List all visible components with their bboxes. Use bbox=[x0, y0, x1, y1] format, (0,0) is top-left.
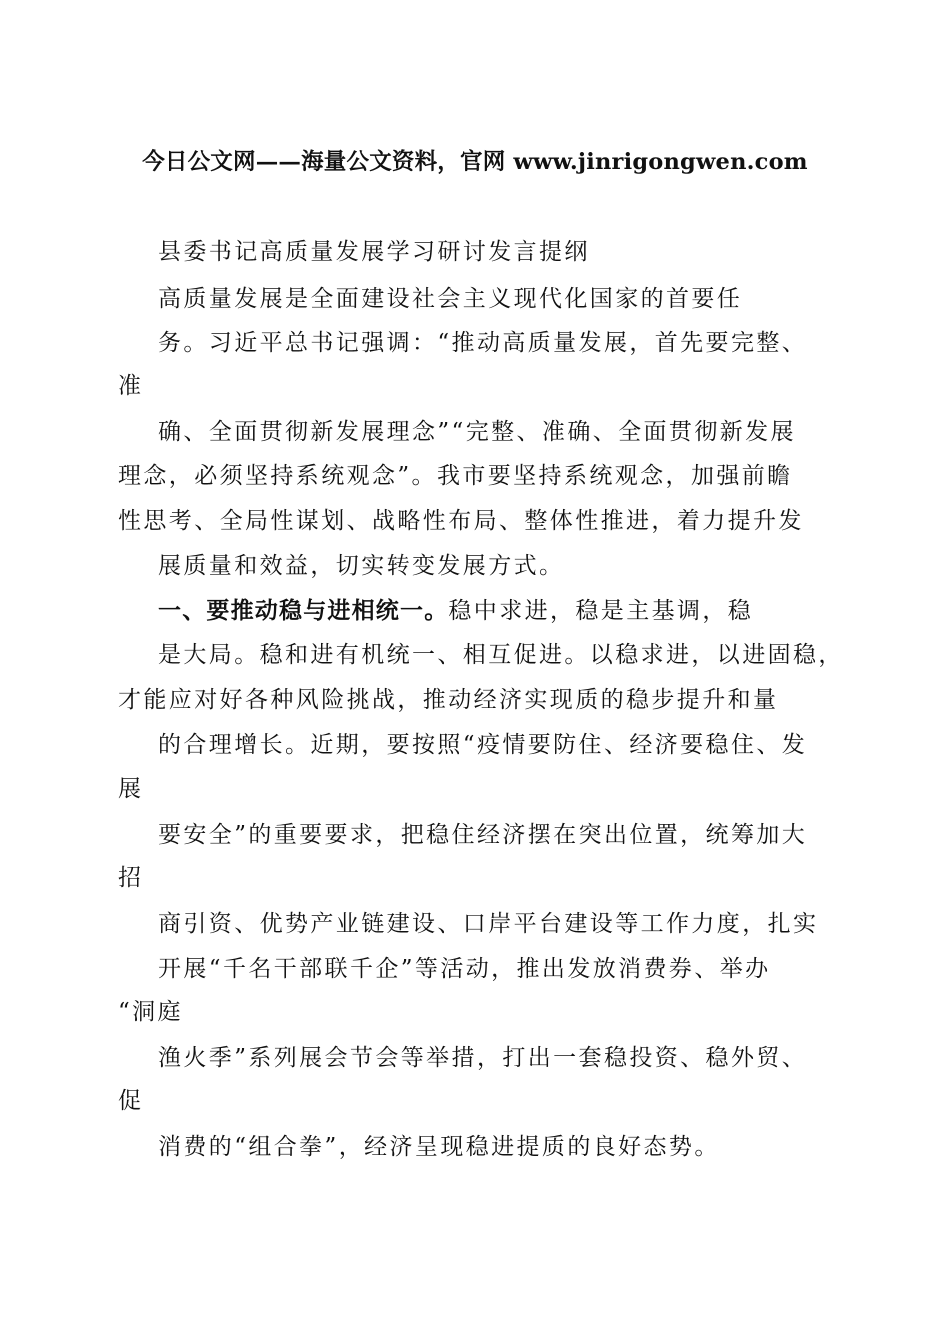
paragraph-line: 才能应对好各种风险挑战，推动经济实现质的稳步提升和量 bbox=[118, 687, 779, 713]
paragraph-line: 展 bbox=[118, 776, 144, 802]
paragraph-line: 展质量和效益，切实转变发展方式。 bbox=[158, 553, 565, 579]
paragraph-line: 务。习近平总书记强调：“推动高质量发展，首先要完整、 bbox=[158, 330, 808, 356]
section-heading-line bbox=[158, 595, 753, 627]
paragraph-line: 开展“千名干部联千企”等活动，推出发放消费券、举办 bbox=[158, 956, 771, 982]
paragraph-line: 确、全面贯彻新发展理念”“完整、准确、全面贯彻新发展 bbox=[158, 419, 796, 445]
paragraph-line: 要安全”的重要要求，把稳住经济摆在突出位置，统筹加大 bbox=[158, 822, 808, 848]
paragraph-line: 商引资、优势产业链建设、口岸平台建设等工作力度，扎实 bbox=[158, 911, 819, 937]
paragraph-line: 招 bbox=[118, 865, 144, 891]
paragraph-line: 高质量发展是全面建设社会主义现代化国家的首要任 bbox=[158, 286, 743, 312]
paragraph-line: “洞庭 bbox=[118, 999, 183, 1025]
paragraph-line: 的合理增长。近期，要按照“疫情要防住、经济要稳住、发 bbox=[158, 732, 808, 758]
paragraph-line: 理念，必须坚持系统观念”。我市要坚持系统观念，加强前瞻 bbox=[118, 463, 793, 489]
paragraph-line: 促 bbox=[118, 1088, 144, 1114]
paragraph-line: 性思考、全局性谋划、战略性布局、整体性推进，着力提升发 bbox=[118, 508, 804, 534]
paragraph-line: 是大局。稳和进有机统一、相互促进。以稳求进，以进固稳， bbox=[158, 642, 844, 668]
paragraph-line: 消费的“组合拳”，经济呈现稳进提质的良好态势。 bbox=[158, 1134, 720, 1160]
document-title: 县委书记高质量发展学习研讨发言提纲 bbox=[158, 239, 590, 265]
section-heading: 一、要推动稳与进相统一。 bbox=[158, 598, 449, 624]
section-lead-text: 稳中求进，稳是主基调，稳 bbox=[448, 598, 754, 624]
paragraph-line: 准 bbox=[118, 373, 144, 399]
site-banner: 今日公文网——海量公文资料，官网 www.jinrigongwen.com bbox=[142, 149, 808, 175]
paragraph-line: 渔火季”系列展会节会等举措，打出一套稳投资、稳外贸、 bbox=[158, 1045, 808, 1071]
